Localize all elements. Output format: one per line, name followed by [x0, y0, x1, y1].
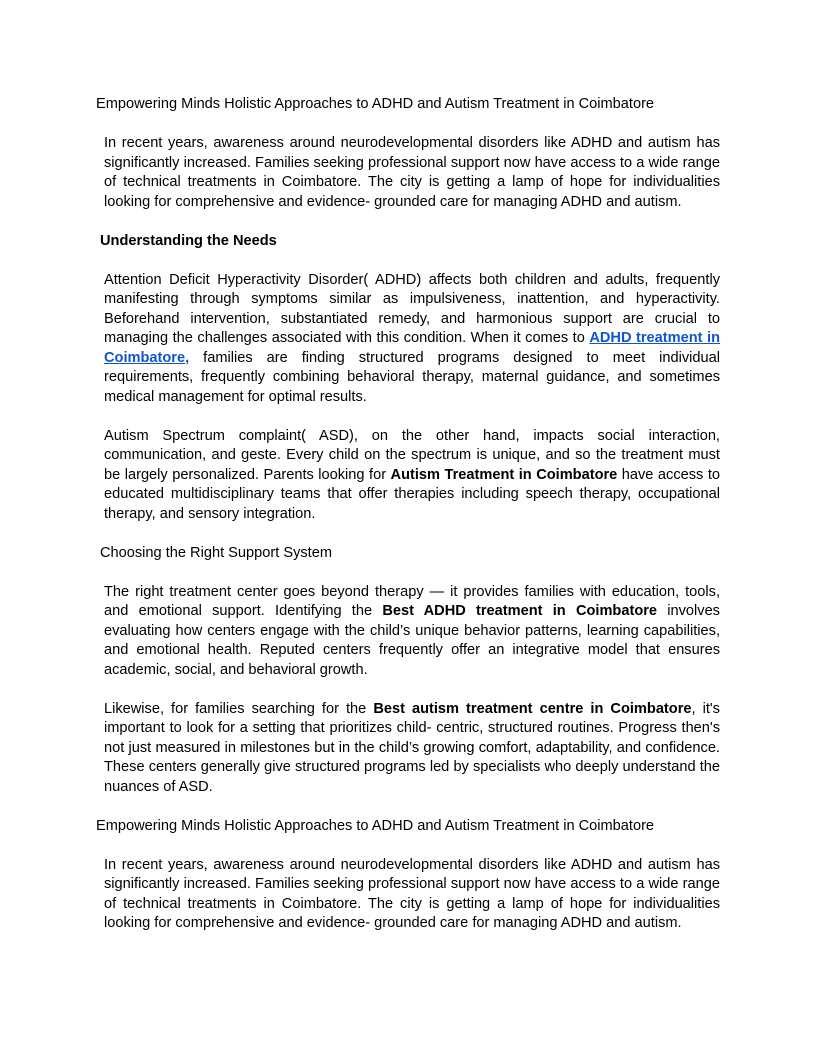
- right-text-after: involves evaluating how centers engage with the child’s unique behavior patterns, learning capabilities, and emotional health. Reputed centers frequently offer an integrative model that ensures academic, social, and behavioral growth.: [104, 603, 720, 678]
- section-heading-needs: [96, 232, 720, 252]
- heading-needs-text: Understanding the Needs: [100, 232, 277, 249]
- adhd-paragraph: [96, 271, 720, 408]
- likewise-text-after: , it's important to look for a setting that prioritizes child- centric, structured routines. Progress then's not just measured in milestones but in the child’s growing comfort, adaptability, and confidence. These centers generally give structured programs led by specialists who deeply understand the nuances of ASD.: [104, 700, 720, 795]
- right-text-before: The right treatment center goes beyond therapy — it provides families with education, tools, and emotional support. Identifying the: [104, 583, 720, 619]
- likewise-text-before: Likewise, for families searching for the: [104, 700, 374, 717]
- likewise-bold-text: Best autism treatment centre in Coimbatore: [373, 700, 692, 717]
- asd-paragraph: [96, 427, 720, 525]
- likewise-paragraph: [96, 700, 720, 798]
- intro-paragraph: In recent years, awareness around neurodevelopmental disorders like ADHD and autism has significantly increased. Families seeking professional support now have access to a wide range of technical treatments in Coimbatore. The city is getting a lamp of hope for individualities looking for comprehensive and evidence- grounded care for managing ADHD and autism.: [104, 135, 720, 210]
- asd-bold-text: Autism Treatment in Coimbatore: [390, 466, 618, 483]
- right-treatment-paragraph: [96, 583, 720, 681]
- asd-text-after: have access to educated multidisciplinary teams that offer therapies including speech therapy, occupational therapy, and sensory integration.: [104, 466, 720, 522]
- section-heading-support: Choosing the Right Support System: [100, 544, 333, 561]
- intro-paragraph-repeat: In recent years, awareness around neurodevelopmental disorders like ADHD and autism has significantly increased. Families seeking professional support now have access to a wide range of technical treatments in Coimbatore. The city is getting a lamp of hope for individualities looking for comprehensive and evidence- grounded care for managing ADHD and autism.: [104, 856, 720, 931]
- right-bold-text: Best ADHD treatment in Coimbatore: [382, 603, 658, 619]
- asd-text-before: Autism Spectrum complaint( ASD), on the other hand, impacts social interaction, communication, and geste. Every child on the spectrum is unique, and so the treatment must be largely personalized. Parents looking for: [104, 427, 720, 483]
- document-title-repeat: Empowering Minds Holistic Approaches to ADHD and Autism Treatment in Coimbatore: [96, 817, 655, 834]
- document-title: Empowering Minds Holistic Approaches to ADHD and Autism Treatment in Coimbatore: [96, 96, 655, 112]
- adhd-text-after: families are finding structured programs designed to meet individual requirements, frequently combining behavioral therapy, maternal guidance, and sometimes medical management for optimal results.: [104, 349, 720, 405]
- adhd-text-before: Attention Deficit Hyperactivity Disorder( ADHD) affects both children and adults, frequently manifesting through symptoms similar as impulsiveness, inattention, and hyperactivity. Beforehand intervention, substantiated remedy, and harmonious support are crucial to managing the challenges associated with this condition. When it comes to: [104, 271, 720, 346]
- adhd-treatment-link[interactable]: ADHD treatment in Coimbatore,: [104, 330, 721, 366]
